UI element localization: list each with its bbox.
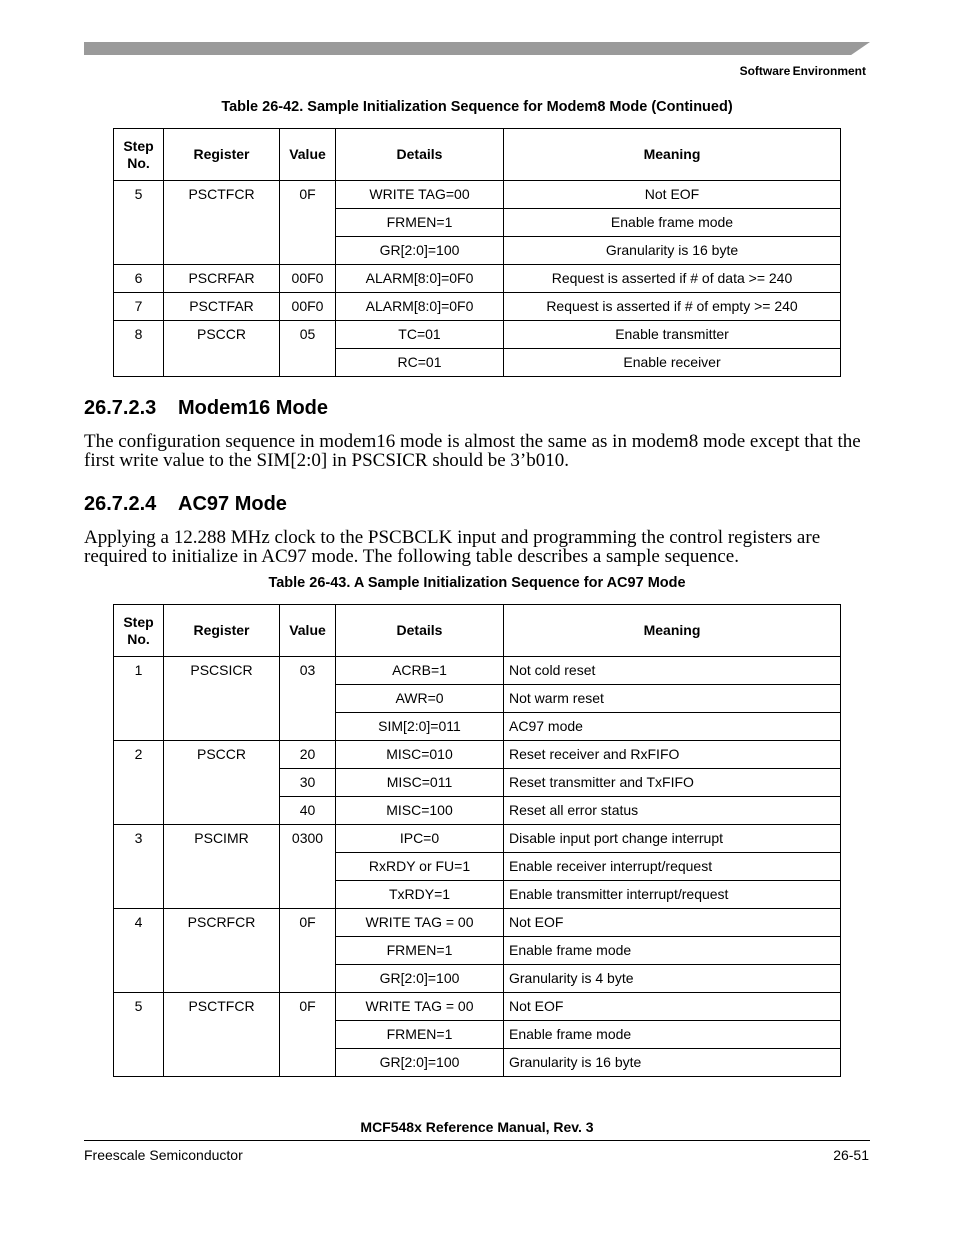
header-bar (84, 42, 870, 55)
details-cell: ACRB=1 (336, 657, 504, 685)
footer-divider (84, 1140, 870, 1141)
modem16-paragraph: The configuration sequence in modem16 mode is almost the same as in modem8 mode except that the first write value to the SIM[2:0] in PSCSICR should be 3’b010. (84, 431, 861, 471)
running-header: Software Environment (739, 64, 866, 78)
meaning-cell: Granularity is 16 byte (504, 237, 841, 265)
details-cell: MISC=010 (336, 741, 504, 769)
table2-body (114, 657, 841, 1077)
details-cell: WRITE TAG = 00 (336, 909, 504, 937)
table-row (114, 909, 841, 937)
meaning-cell: Granularity is 16 byte (504, 1049, 841, 1077)
step-cell: 2 (114, 741, 164, 825)
details-cell: AWR=0 (336, 685, 504, 713)
step-cell: 6 (114, 265, 164, 293)
table1-header-row (114, 129, 841, 181)
meaning-cell: Not cold reset (504, 657, 841, 685)
footer-company: Freescale Semiconductor (84, 1147, 243, 1163)
step-cell: 1 (114, 657, 164, 741)
meaning-cell: Not EOF (504, 993, 841, 1021)
meaning-cell: Not EOF (504, 909, 841, 937)
details-cell: MISC=011 (336, 769, 504, 797)
meaning-cell: Disable input port change interrupt (504, 825, 841, 853)
details-cell: FRMEN=1 (336, 937, 504, 965)
meaning-cell: Reset receiver and RxFIFO (504, 741, 841, 769)
table-row (114, 741, 841, 769)
value-cell: 0F (280, 993, 336, 1077)
meaning-cell: Granularity is 4 byte (504, 965, 841, 993)
table1 (113, 128, 841, 377)
value-cell: 40 (280, 797, 336, 825)
meaning-cell: Enable receiver (504, 349, 841, 377)
table-row (114, 993, 841, 1021)
details-cell: GR[2:0]=100 (336, 965, 504, 993)
details-cell: WRITE TAG = 00 (336, 993, 504, 1021)
details-cell: GR[2:0]=100 (336, 237, 504, 265)
details-cell: FRMEN=1 (336, 1021, 504, 1049)
table2-caption: Table 26-43. A Sample Initialization Sequence for AC97 Mode (268, 575, 686, 591)
meaning-cell: AC97 mode (504, 713, 841, 741)
value-cell: 00F0 (280, 265, 336, 293)
section-title: Modem16 Mode (178, 397, 329, 419)
table2-header-row (114, 605, 841, 657)
ac97-paragraph: Applying a 12.288 MHz clock to the PSCBCLK input and programming the control registers are required to initialize in AC97 mode. The following table describes a sample sequence. (84, 527, 821, 567)
section-number: 26.7.2.3 (84, 397, 157, 419)
register-cell: PSCTFCR (164, 181, 280, 265)
meaning-cell: Enable transmitter interrupt/request (504, 881, 841, 909)
value-cell: 0F (280, 181, 336, 265)
meaning-cell: Reset transmitter and TxFIFO (504, 769, 841, 797)
meaning-cell: Request is asserted if # of empty >= 240 (504, 293, 841, 321)
details-cell: TxRDY=1 (336, 881, 504, 909)
col-details: Details (336, 605, 504, 657)
section-number: 26.7.2.4 (84, 493, 157, 515)
table-row (114, 181, 841, 209)
page-number: 26-51 (833, 1147, 869, 1163)
meaning-cell: Enable frame mode (504, 209, 841, 237)
register-cell: PSCTFCR (164, 993, 280, 1077)
col-details: Details (336, 129, 504, 181)
step-cell: 3 (114, 825, 164, 909)
col-value: Value (280, 605, 336, 657)
col-step: Step No. (114, 129, 164, 181)
register-cell: PSCRFCR (164, 909, 280, 993)
table1-body (114, 181, 841, 377)
register-cell: PSCIMR (164, 825, 280, 909)
details-cell: GR[2:0]=100 (336, 1049, 504, 1077)
details-cell: RxRDY or FU=1 (336, 853, 504, 881)
value-cell: 30 (280, 769, 336, 797)
col-value: Value (280, 129, 336, 181)
table2 (113, 604, 841, 1077)
table-row (114, 293, 841, 321)
value-cell: 05 (280, 321, 336, 377)
meaning-cell: Not warm reset (504, 685, 841, 713)
col-register: Register (164, 605, 280, 657)
section-heading-modem16 (84, 397, 328, 420)
meaning-cell: Reset all error status (504, 797, 841, 825)
col-meaning: Meaning (504, 605, 841, 657)
meaning-cell: Enable transmitter (504, 321, 841, 349)
meaning-cell: Enable receiver interrupt/request (504, 853, 841, 881)
table-row (114, 265, 841, 293)
value-cell: 0300 (280, 825, 336, 909)
col-register: Register (164, 129, 280, 181)
col-step: Step No. (114, 605, 164, 657)
step-cell: 4 (114, 909, 164, 993)
footer-manual-title: MCF548x Reference Manual, Rev. 3 (360, 1119, 594, 1135)
value-cell: 20 (280, 741, 336, 769)
register-cell: PSCCR (164, 741, 280, 825)
value-cell: 03 (280, 657, 336, 741)
register-cell: PSCSICR (164, 657, 280, 741)
details-cell: WRITE TAG=00 (336, 181, 504, 209)
details-cell: FRMEN=1 (336, 209, 504, 237)
meaning-cell: Not EOF (504, 181, 841, 209)
details-cell: IPC=0 (336, 825, 504, 853)
value-cell: 0F (280, 909, 336, 993)
details-cell: TC=01 (336, 321, 504, 349)
register-cell: PSCRFAR (164, 265, 280, 293)
register-cell: PSCTFAR (164, 293, 280, 321)
section-heading-ac97 (84, 493, 287, 516)
details-cell: ALARM[8:0]=0F0 (336, 265, 504, 293)
meaning-cell: Enable frame mode (504, 1021, 841, 1049)
table-row (114, 657, 841, 685)
step-cell: 5 (114, 181, 164, 265)
step-cell: 8 (114, 321, 164, 377)
meaning-cell: Enable frame mode (504, 937, 841, 965)
register-cell: PSCCR (164, 321, 280, 377)
section-title: AC97 Mode (178, 493, 287, 515)
details-cell: RC=01 (336, 349, 504, 377)
details-cell: ALARM[8:0]=0F0 (336, 293, 504, 321)
col-meaning: Meaning (504, 129, 841, 181)
table-row (114, 825, 841, 853)
step-cell: 5 (114, 993, 164, 1077)
details-cell: MISC=100 (336, 797, 504, 825)
meaning-cell: Request is asserted if # of data >= 240 (504, 265, 841, 293)
table-row (114, 321, 841, 349)
value-cell: 00F0 (280, 293, 336, 321)
step-cell: 7 (114, 293, 164, 321)
table1-caption: Table 26-42. Sample Initialization Sequence for Modem8 Mode (Continued) (221, 99, 733, 115)
details-cell: SIM[2:0]=011 (336, 713, 504, 741)
